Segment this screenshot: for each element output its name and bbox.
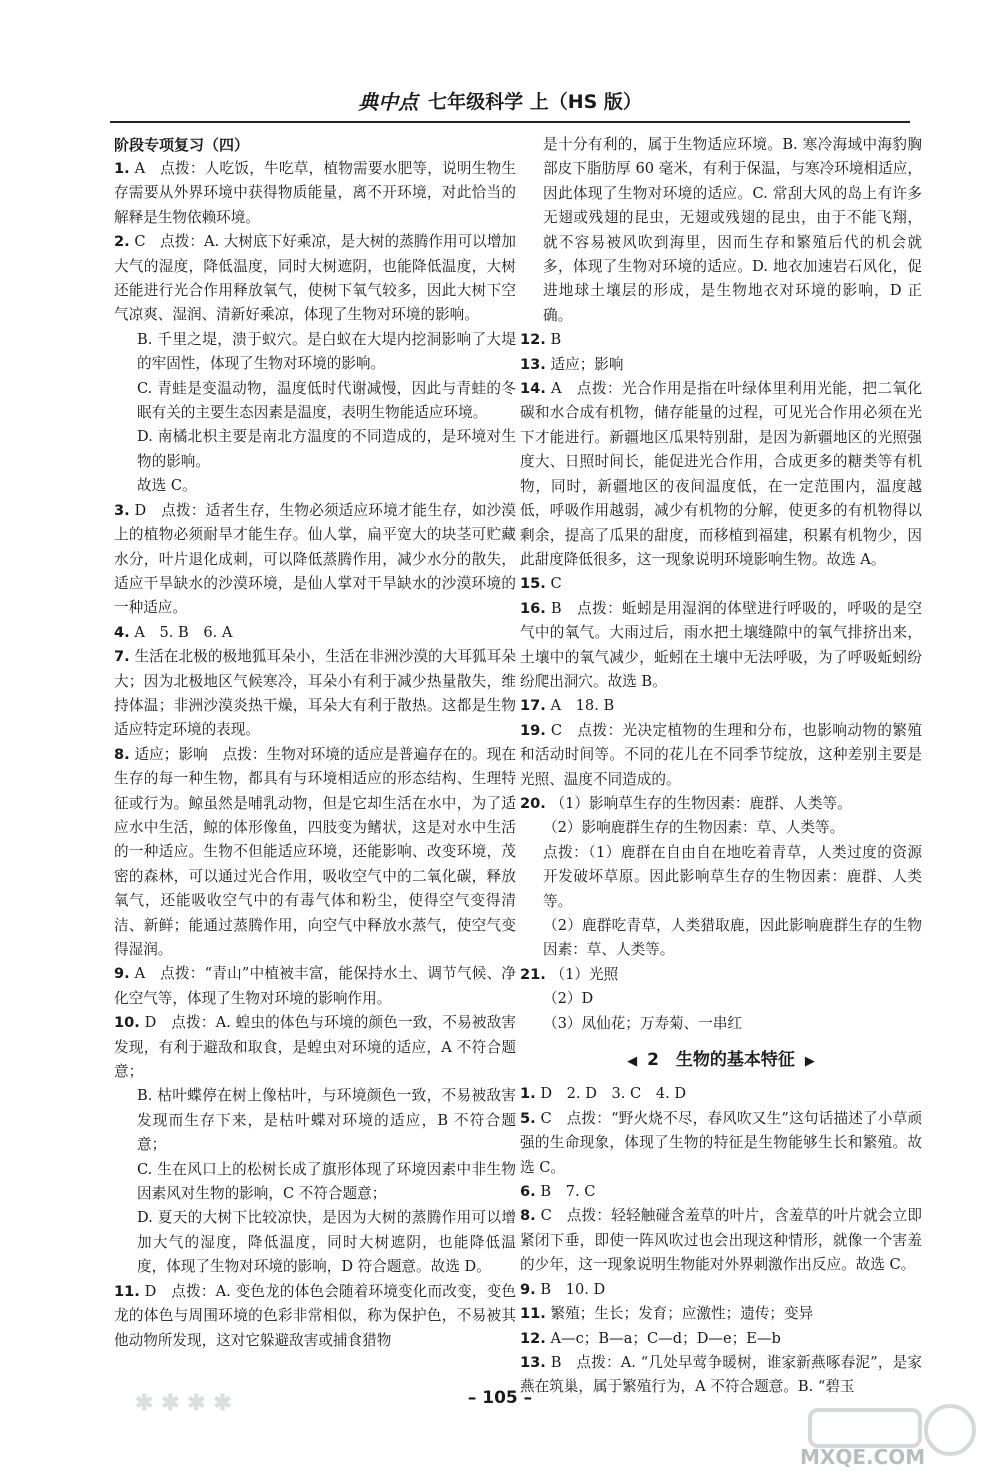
- answer-text: B 点拨：蚯蚓是用湿润的体壁进行呼吸的，呼吸的是空气中的氧气。大雨过后，雨水把土壤缝隙中的氧气排挤出来，土壤中的氧气减少，蚯蚓在土壤中无法呼吸，为了呼吸蚯蚓纷纷爬出洞穴。故选 B。: [520, 599, 922, 690]
- answer-paragraph: B. 枯叶蝶停在树上像枯叶，与环境颜色一致，不易被敌害发现而生存下来，是枯叶蝶对环境的适应，B 不符合题意；: [137, 1087, 516, 1154]
- section-title: 阶段专项复习（四）: [114, 136, 250, 154]
- answer-number: 4.: [114, 623, 130, 641]
- answer-number: 21.: [520, 965, 546, 983]
- answer-item: [520, 1278, 922, 1302]
- answer-item: [520, 1107, 922, 1180]
- answer-text: D 点拨：A. 蝗虫的体色与环境的颜色一致，不易被敌害发现，有利于避敌和取食，是蝗虫对环境的适应，A 不符合题意；: [114, 1014, 516, 1081]
- answer-number: 13.: [520, 1353, 546, 1371]
- answer-paragraph: B. 千里之堤，溃于蚁穴。是白蚁在大堤内挖洞影响了大堤的牢固性，体现了生物对环境的影响。: [137, 330, 516, 373]
- answer-paragraph: D. 南橘北枳主要是南北方温度的不同造成的，是环境对生物的影响。: [137, 428, 516, 470]
- answer-text: C 点拨：“野火烧不尽，春风吹又生”这句话描述了小草顽强的生命现象，体现了生物的特征是生物能够生长和繁殖。故选 C。: [520, 1109, 923, 1176]
- answer-number: 1.: [520, 1085, 536, 1103]
- answer-item: [114, 230, 516, 328]
- answer-text: （1）光照: [550, 965, 619, 983]
- answer-paragraph: 故选 C。: [137, 477, 197, 495]
- answer-item: [114, 499, 516, 621]
- page-header: [0, 80, 1000, 120]
- answer-item: [520, 1204, 922, 1277]
- answer-item: [520, 1327, 922, 1351]
- header-divider: [110, 121, 910, 123]
- chapter-title: 2 生物的基本特征: [647, 1050, 795, 1071]
- answer-item: [520, 1180, 922, 1204]
- answer-item: [520, 694, 922, 718]
- answer-paragraph: （2）影响鹿群生存的生物因素：草、人类等。: [543, 819, 845, 837]
- answer-number: 13.: [520, 355, 546, 373]
- answer-item: [520, 963, 922, 987]
- answer-number: 12.: [520, 1329, 546, 1347]
- answer-paragraph: C. 青蛙是变温动物，温度低时代谢减慢，因此与青蛙的冬眠有关的主要生态因素是温度，表明生物能适应环境。: [137, 379, 516, 422]
- answer-text: A 点拨：“青山”中植被丰富，能保持水土、调节气候、净化空气等，体现了生物对环境的影响作用。: [114, 965, 516, 1007]
- answer-item: [114, 1280, 516, 1353]
- page-number: – 105 –: [467, 1388, 533, 1408]
- answer-number: 12.: [520, 331, 546, 349]
- answer-item: [520, 1302, 922, 1326]
- answer-text: B 10. D: [540, 1280, 606, 1298]
- answer-item: [520, 1082, 922, 1106]
- answer-text: C 点拨：光决定植物的生理和分布，也影响动物的繁殖和活动时间等。不同的花儿在不同季节绽放，这种差别主要是光照、温度不同造成的。: [520, 721, 922, 788]
- right-triangle-icon: ▶: [804, 1054, 815, 1070]
- answer-number: 19.: [520, 721, 546, 739]
- stamp-logo: ✱ ✱ ✱ ✱: [135, 1390, 232, 1416]
- answer-text: C: [550, 575, 562, 593]
- answer-item: [520, 792, 922, 816]
- answer-item: [114, 157, 516, 230]
- answer-item: [520, 377, 922, 572]
- page-title: 七年级科学 上（HS 版）: [428, 90, 642, 113]
- answer-text: 繁殖；生长；发育；应激性；遗传；变异: [550, 1305, 814, 1323]
- answer-number: 9.: [114, 965, 130, 983]
- answer-paragraph: （2）鹿群吃青草，人类猎取鹿，因此影响鹿群生存的生物因素：草、人类等。: [543, 917, 922, 959]
- answer-text: A 18. B: [550, 697, 615, 715]
- answer-text: B 点拨：A. “几处早莺争暖树，谁家新燕啄春泥”，是家燕在筑巢，属于繁殖行为，A 不符合题意。B. “碧玉: [520, 1353, 923, 1396]
- answer-item: [114, 1011, 516, 1084]
- answer-number: 10.: [114, 1014, 140, 1032]
- answer-number: 1.: [114, 160, 130, 177]
- answer-text: D 点拨：A. 变色龙的体色会随着环境变化而改变，变色龙的体色与周围环境的色彩非常相似，称为保护色，不易被其他动物所发现，这对它躲避敌害或捕食猎物: [114, 1282, 516, 1349]
- answer-item: [520, 719, 922, 792]
- answer-text: 适应；影响: [550, 355, 624, 373]
- answer-text: A 5. B 6. A: [134, 623, 233, 641]
- answer-number: 9.: [520, 1280, 536, 1298]
- answer-text: B 7. C: [540, 1183, 596, 1201]
- answer-continuation: 是十分有利的，属于生物适应环境。B. 寒冷海域中海豹胸部皮下脂肪厚 60 毫米，有利于保温，与寒冷环境相适应，因此体现了生物对环境的适应。C. 常刮大风的岛上有许多无翅或残翅的昆虫，无翅或残翅的昆虫，由于不能飞翔，就不容易被风吹到海里，因而生存和繁殖后代的机会就多，体现了生物对环境的适应。D. 地衣加速岩石风化，促进地球土壤层的形成，是生物地衣对环境的影响，D 正确。: [543, 136, 922, 324]
- answer-item: [520, 353, 922, 377]
- answer-number: 8.: [114, 745, 130, 763]
- answer-text: B: [550, 331, 562, 349]
- answer-text: D 点拨：适者生存，生物必须适应环境才能生存，如沙漠上的植物必须耐旱才能生存。仙人掌，扁平宽大的块茎可贮藏水分，叶片退化成刺，可以降低蒸腾作用，减少水分的散失，适应干旱缺水的沙漠环境，是仙人掌对干旱缺水的沙漠环境的一种适应。: [114, 501, 517, 617]
- answer-text: （1）影响草生存的生物因素：鹿群、人类等。: [550, 794, 852, 812]
- left-column: [114, 133, 516, 1353]
- answer-paragraph: 点拨：（1）鹿群在自由自在地吃着青草，人类过度的资源开发破坏草原。因此影响草生存的生物因素：鹿群、人类等。: [543, 843, 922, 910]
- answer-number: 16.: [520, 599, 546, 617]
- answer-number: 8.: [520, 1207, 536, 1225]
- answer-paragraph: （2）D: [543, 990, 594, 1008]
- answer-number: 5.: [520, 1109, 536, 1127]
- answer-number: 14.: [520, 380, 546, 398]
- answer-item: [114, 743, 516, 963]
- watermark-text: MXQE.COM: [800, 1445, 926, 1469]
- answer-text: D 2. D 3. C 4. D: [540, 1085, 687, 1103]
- answer-number: 2.: [114, 233, 130, 251]
- answer-text: A—c；B—a；C—d；D—e；E—b: [550, 1329, 781, 1347]
- answer-text: A 点拨：人吃饭，牛吃草，植物需要水肥等，说明生物生存需要从外界环境中获得物质能量，离不开环境，对此恰当的解释是生物依赖环境。: [114, 160, 517, 226]
- answer-paragraph: C. 生在风口上的松树长成了旗形体现了环境因素中非生物因素风对生物的影响，C 不符合题意；: [137, 1160, 516, 1203]
- answer-text: C 点拨：A. 大树底下好乘凉，是大树的蒸腾作用可以增加大气的湿度，降低温度，同时大树遮阴，也能降低温度，大树还能进行光合作用释放氧气，使树下氧气较多，因此大树下空气凉爽、湿润、清新好乘凉，体现了生物对环境的影响。: [114, 233, 516, 324]
- answer-text: C 点拨：轻轻触碰含羞草的叶片，含羞草的叶片就会立即紧闭下垂，即使一阵风吹过也会出现这种情形，就像一个害羞的少年，这一现象说明生物能对外界刺激作出反应。故选 C。: [520, 1207, 922, 1274]
- answer-number: 20.: [520, 794, 546, 812]
- answer-number: 11.: [114, 1282, 140, 1300]
- answer-item: [114, 645, 516, 743]
- chapter-heading: [520, 1048, 922, 1074]
- answer-number: 15.: [520, 575, 546, 593]
- answer-text: 生活在北极的极地狐耳朵小，生活在非洲沙漠的大耳狐耳朵大；因为北极地区气候寒冷，耳朵小有利于减少热量散失，维持体温；非洲沙漠炎热干燥，耳朵大有利于散热。这都是生物适应特定环境的表现。: [114, 648, 516, 739]
- answer-number: 6.: [520, 1183, 536, 1201]
- answer-item: [114, 962, 516, 1011]
- answer-item: [114, 621, 516, 645]
- answer-item: [520, 597, 922, 695]
- answer-item: [520, 328, 922, 352]
- answer-text: 适应；影响 点拨：生物对环境的适应是普遍存在的。现在生存的每一种生物，都具有与环境相适应的形态结构、生理特征或行为。鲸虽然是哺乳动物，但是它却生活在水中，为了适应水中生活，鲸的体形像鱼，四肢变为鳍状，这是对水中生活的一种适应。生物不但能适应环境，还能影响、改变环境，茂密的森林，可以通过光合作用，吸收空气中的二氧化碳，释放氧气，还能吸收空气中的有毒气体和粉尘，使得空气变得清洁、新鲜；能通过蒸腾作用，向空气中释放水蒸气，使空气变得湿润。: [114, 745, 516, 958]
- book-logo: 典中点: [358, 89, 419, 114]
- answer-number: 17.: [520, 697, 546, 715]
- answer-item: [520, 572, 922, 596]
- right-column: [520, 133, 922, 1400]
- answer-number: 11.: [520, 1305, 546, 1323]
- answer-number: 3.: [114, 501, 130, 519]
- answer-number: 7.: [114, 648, 130, 666]
- left-triangle-icon: ◀: [627, 1054, 638, 1070]
- answer-text: A 点拨：光合作用是指在叶绿体里利用光能，把二氧化碳和水合成有机物，储存能量的过程，可见光合作用必须在光下才能进行。新疆地区瓜果特别甜，是因为新疆地区的光照强度大、日照时间长，能促进光合作用，合成更多的糖类等有机物，同时，新疆地区的夜间温度低，在一定范围内，温度越低，呼吸作用越弱，减少有机物的分解，使更多的有机物得以剩余，提高了瓜果的甜度，而移植到福建，积累有机物少，因此甜度降低很多，这一现象说明环境影响生物。故选 A。: [520, 380, 923, 568]
- answer-paragraph: D. 夏天的大树下比较凉快，是因为大树的蒸腾作用可以增加大气的湿度，降低温度，同时大树遮阴，也能降低温度，体现了生物对环境的影响，D 符合题意。故选 D。: [137, 1209, 516, 1276]
- answer-paragraph: （3）凤仙花；万寿菊、一串红: [543, 1014, 743, 1032]
